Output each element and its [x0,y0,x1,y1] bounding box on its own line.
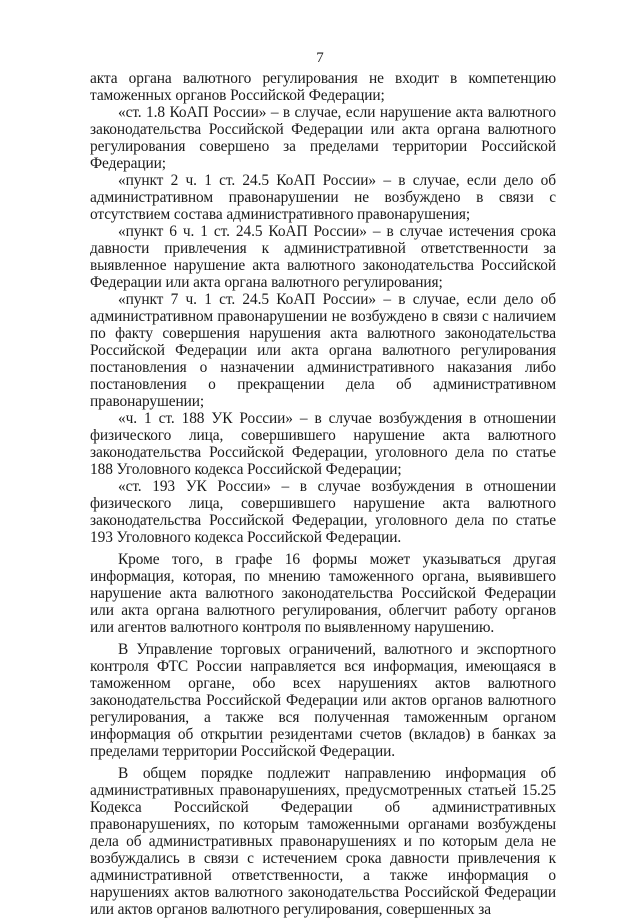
paragraph-koap-24-5-p2: «пункт 2 ч. 1 ст. 24.5 КоАП России» – в случае, если дело об административном правонарушении не возбуждено в связи с отсутствием состава административного правонарушения; [90,172,556,223]
paragraph-other-information: Кроме того, в графе 16 формы может указываться другая информация, которая, по мнению таможенного органа, выявившего нарушение акта валютного законодательства Российской Федерации или акта органа валютного регулирования, облегчит работу органов или агентов валютного контроля по выявленному нарушению. [90,551,556,636]
paragraph-koap-24-5-p6: «пункт 6 ч. 1 ст. 24.5 КоАП России» – в случае истечения срока давности привлечения к административной ответственности за выявленное нарушение акта валютного законодательства Российской Федерации или акта органа валютного регулирования; [90,223,556,291]
paragraph-uk-193: «ст. 193 УК России» – в случае возбуждения в отношении физического лица, совершившего нарушение акта валютного законодательства Российской Федерации, уголовного дела по статье 193 Уголовного кодекса Российской Федерации. [90,478,556,546]
paragraph-trade-restrictions: В Управление торговых ограничений, валютного и экспортного контроля ФТС России направляется вся информация, имеющаяся в таможенном органе, обо всех нарушениях актов валютного законодательства Российской Федерации или актов органов валютного регулирования, а также вся полученная таможенным органом информация об открытии резидентами счетов (вкладов) в банках за пределами территории Российской Федерации. [90,641,556,760]
page-number: 7 [316,50,324,66]
paragraph-uk-188: «ч. 1 ст. 188 УК России» – в случае возбуждения в отношении физического лица, совершившего нарушение акта валютного законодательства Российской Федерации, уголовного дела по статье 188 Уголовного кодекса Российской Федерации; [90,410,556,478]
paragraph-continuation: акта органа валютного регулирования не входит в компетенцию таможенных органов Российской Федерации; [90,70,556,104]
paragraph-koap-24-5-p7: «пункт 7 ч. 1 ст. 24.5 КоАП России» – в случае, если дело об административном правонарушении не возбуждено в связи с наличием по факту совершения нарушения акта валютного законодательства Российской Федерации или акта органа валютного регулирования постановления о назначении административного наказания либо постановления о прекращении дела об административном правонарушении; [90,291,556,410]
document-body [90,70,556,918]
paragraph-general-procedure: В общем порядке подлежит направлению информация об административных правонарушениях, предусмотренных статьей 15.25 Кодекса Российской Федерации об административных правонарушениях, по которым таможенными органами возбуждены дела об административных правонарушениях и по которым дела не возбуждались в связи с истечением срока давности привлечения к административной ответственности, а также информация о нарушениях актов валютного законодательства Российской Федерации или актов органов валютного регулирования, совершенных за [90,765,556,918]
paragraph-koap-1-8: «ст. 1.8 КоАП России» – в случае, если нарушение акта валютного законодательства Российской Федерации или акта органа валютного регулирования совершено за пределами территории Российской Федерации; [90,104,556,172]
